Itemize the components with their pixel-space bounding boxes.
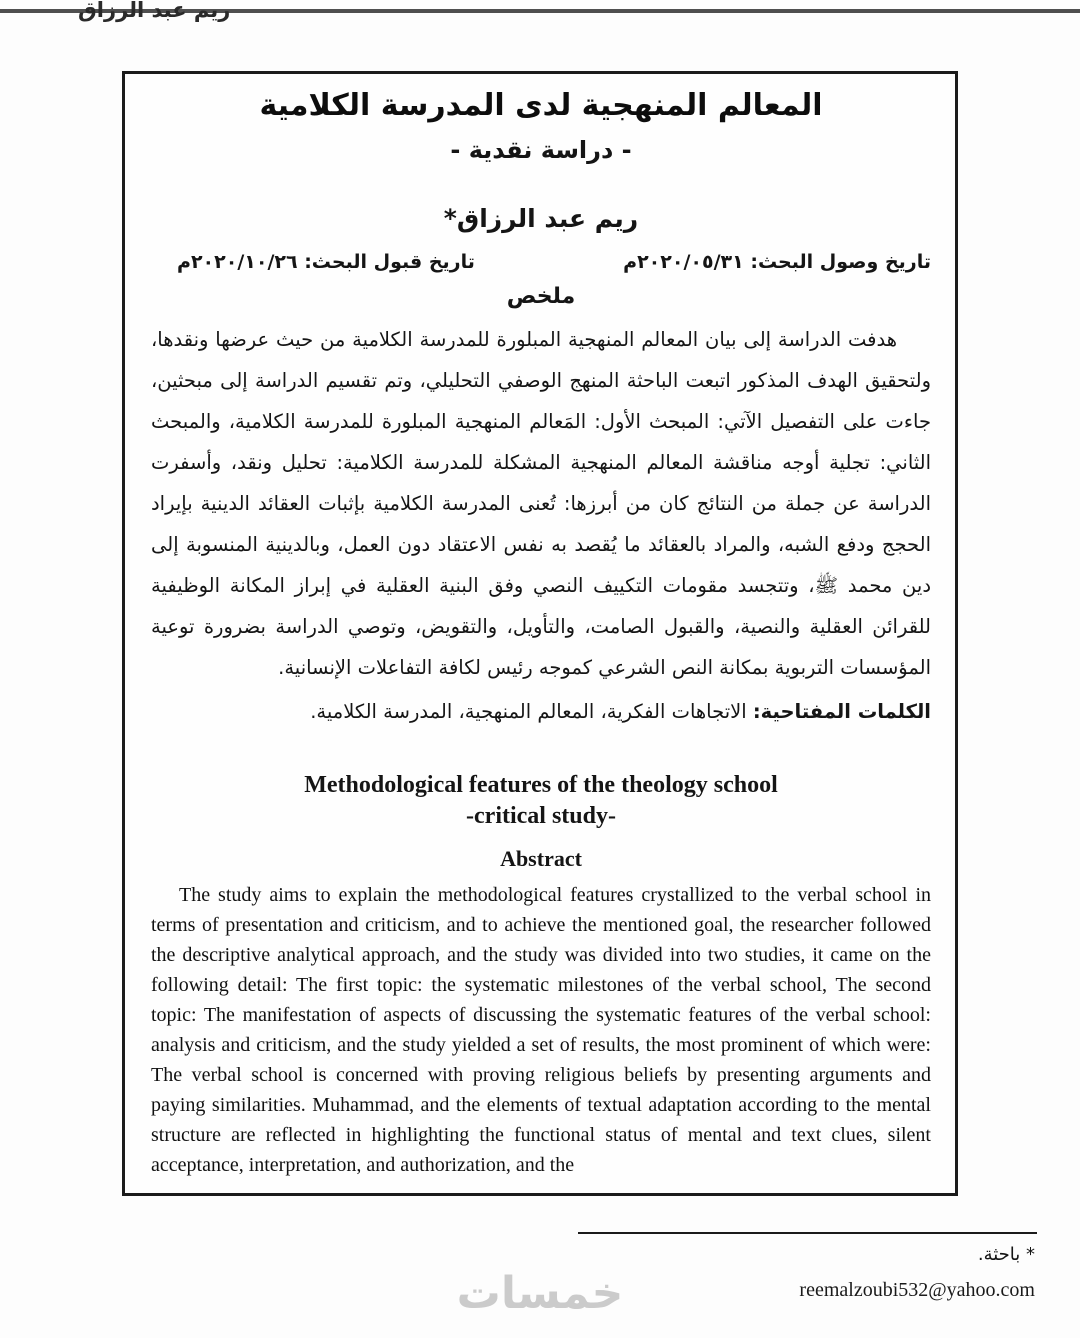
paper-frame: [122, 71, 958, 1196]
footnote-separator: [578, 1232, 1037, 1234]
keywords-text: الاتجاهات الفكرية، المعالم المنهجية، المدرسة الكلامية.: [310, 700, 753, 723]
dates-row: [151, 251, 931, 273]
running-author-name: ريم عبد الرزاق: [78, 0, 231, 22]
keywords-line: [151, 692, 931, 732]
arabic-abstract-heading: ملخص: [506, 284, 576, 309]
arabic-subtitle: - دراسة نقدية -: [450, 136, 632, 164]
author-name: ريم عبد الرزاق*: [443, 204, 639, 233]
received-date: تاريخ وصول البحث: ٢٠٢٠/٠٥/٣١م: [623, 251, 931, 273]
footnote-researcher: * باحثة.: [977, 1244, 1035, 1265]
footnote-email: reemalzoubi532@yahoo.com: [799, 1279, 1035, 1301]
english-title-block: [151, 770, 931, 832]
khamsat-watermark: خمسات: [456, 1268, 624, 1319]
english-subtitle: -critical study-: [466, 803, 616, 829]
arabic-abstract-text: هدفت الدراسة إلى بيان المعالم المنهجية المبلورة للمدرسة الكلامية من حيث عرضها ونقدها، ولتحقيق الهدف المذكور اتبعت الباحثة المنهج الوصفي التحليلي، وتم تقسيم الدراسة إلى مبحثين، جاءت على التفصيل الآتي: المبحث الأول: المَعالم المنهجية المبلورة للمدرسة الكلامية، والمبحث الثاني: تجلية أوجه مناقشة المعالم المنهجية المشكلة للمدرسة الكلامية: تحليل ونقد، وأسفرت الدراسة عن جملة من النتائج كان من أبرزها: تُعنى المدرسة الكلامية بإثبات العقائد الدينية بإيراد الحجج ودفع الشبه، والمراد بالعقائد ما يُقصد به نفس الاعتقاد دون العمل، وبالدينية المنسوبة إلى دين محمد ﷺ، وتتجسد مقومات التكييف النصي وفق البنية العقلية في إبراز المكانة الوظيفية للقرائن العقلية والنصية، والقبول الصامت، والتأويل، والتقويض، وتوصي الدراسة بضرورة توعية المؤسسات التربوية بمكانة النص الشرعي كموجه رئيس لكافة التفاعلات الإنسانية.: [151, 328, 931, 679]
accepted-date: تاريخ قبول البحث: ٢٠٢٠/١٠/٢٦م: [177, 251, 475, 273]
english-title: Methodological features of the theology school: [304, 772, 778, 798]
english-abstract-heading: Abstract: [500, 846, 582, 871]
english-abstract-text: The study aims to explain the methodological features crystallized to the verbal school in terms of presentation and criticism, and to achieve the mentioned goal, the researcher followed the descriptive analytical approach, and the study was divided into two studies, it came on the following detail: The first topic: the systematic milestones of the verbal school, The second topic: The manifestation of aspects of discussing the systematic features of the verbal school: analysis and criticism, and the study yielded a set of results, the most prominent of which were: The verbal school is concerned with proving religious beliefs by presenting arguments and paying similarities. Muhammad, and the elements of textual adaptation according to the mental structure are reflected in highlighting the functional status of mental and text clues, silent acceptance, interpretation, and authorization, and the: [151, 884, 931, 1176]
arabic-title: المعالم المنهجية لدى المدرسة الكلامية: [259, 88, 823, 123]
keywords-label: الكلمات المفتاحية:: [752, 700, 931, 723]
